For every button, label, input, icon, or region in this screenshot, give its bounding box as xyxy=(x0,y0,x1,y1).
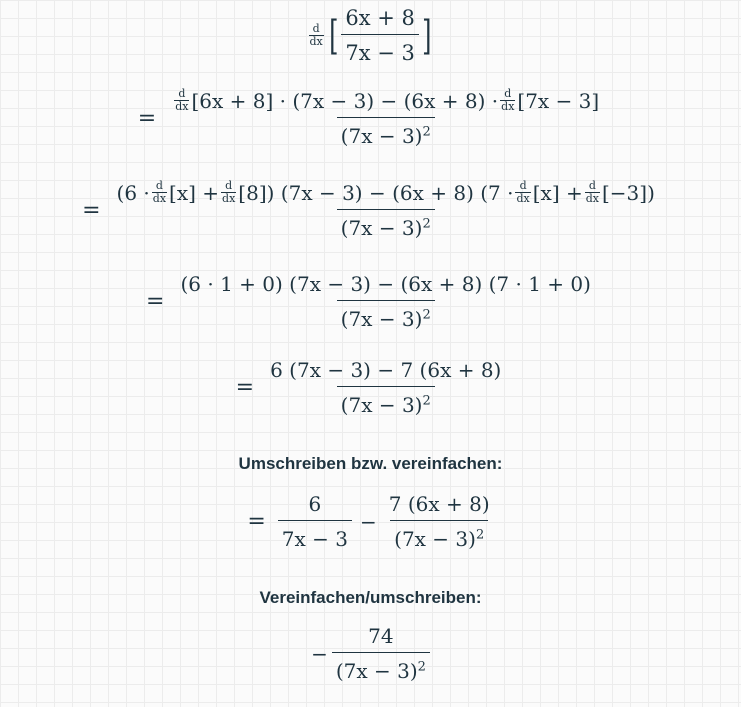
fraction xyxy=(168,88,603,148)
denominator: (7x − 3) xyxy=(340,124,423,148)
step-1 xyxy=(0,6,741,65)
minus-sign: − xyxy=(359,509,377,534)
numerator: 6 (7x − 3) − 7 (6x + 8) xyxy=(270,358,502,382)
derivative-operator: $\frac{d}{dx}$ xyxy=(222,179,236,205)
equals-sign: = xyxy=(82,197,101,223)
denominator: (7x − 3) xyxy=(340,393,423,417)
equals-sign: = xyxy=(137,105,157,131)
equals-sign: = xyxy=(247,509,266,534)
fraction: $\frac{74}{(7x - 3)^2}$ xyxy=(332,624,430,683)
heading-simplify-rewrite: Vereinfachen/umschreiben: xyxy=(259,588,482,607)
fraction-2: $\frac{7 (6x + 8)}{(7x - 3)^2}$ xyxy=(388,492,490,551)
step-2 xyxy=(0,88,741,148)
fraction xyxy=(176,272,594,331)
derivative-operator: $\frac{d}{dx}$ xyxy=(175,87,189,113)
heading-rewrite-simplify: Umschreiben bzw. vereinfachen: xyxy=(238,454,503,473)
fraction: $\frac{6x + 8}{7x - 3}$ xyxy=(341,6,419,65)
exponent: 2 xyxy=(417,659,426,675)
exponent: 2 xyxy=(422,393,431,409)
derivative-operator: $\frac{d}{dx}$ xyxy=(501,87,515,113)
left-bracket: [ xyxy=(328,12,339,59)
derivative-operator: $\frac{d}{dx}$ xyxy=(152,179,167,205)
exponent: 2 xyxy=(422,216,431,232)
exponent: 2 xyxy=(422,124,431,140)
equals-sign: = xyxy=(235,375,255,400)
denominator: (7x − 3) xyxy=(340,216,423,240)
step-7 xyxy=(0,624,741,683)
right-bracket: ] xyxy=(421,12,432,59)
derivative-operator: $\frac{d}{dx}$ xyxy=(585,179,599,205)
derivative-operator: $\frac{d}{dx}$ xyxy=(516,179,530,205)
exponent: 2 xyxy=(475,527,485,543)
step-6 xyxy=(0,492,741,551)
step-5 xyxy=(0,358,741,417)
step-3 xyxy=(0,180,741,240)
fraction-1: $\frac{6}{7x - 3}$ xyxy=(278,492,352,551)
numerator: (6 · 1 + 0) (7x − 3) − (6x + 8) (7 · 1 + 0) xyxy=(180,272,591,296)
minus-sign: − xyxy=(311,641,328,666)
denominator: (7x − 3) xyxy=(340,307,423,331)
fraction: (6 · $\frac{d}{dx}$ [x] + $\frac{d}{dx}$ [8]) (7x − 3) − (6x + 8) (7 · $\frac{d}{dx}$ [x] + $\frac{d}{dx}$ [−3]) $(7x - 3)^2$ xyxy=(116,179,655,240)
numerator-part-b: [7x − 3] xyxy=(517,88,600,113)
numerator-part-a: [6x + 8] · (7x − 3) − (6x + 8) · xyxy=(191,88,499,113)
derivative-operator: $\frac{d}{dx}$ xyxy=(309,22,323,48)
equals-sign: = xyxy=(146,289,165,314)
step-4 xyxy=(0,272,741,331)
exponent: 2 xyxy=(422,307,431,323)
fraction xyxy=(266,358,505,417)
